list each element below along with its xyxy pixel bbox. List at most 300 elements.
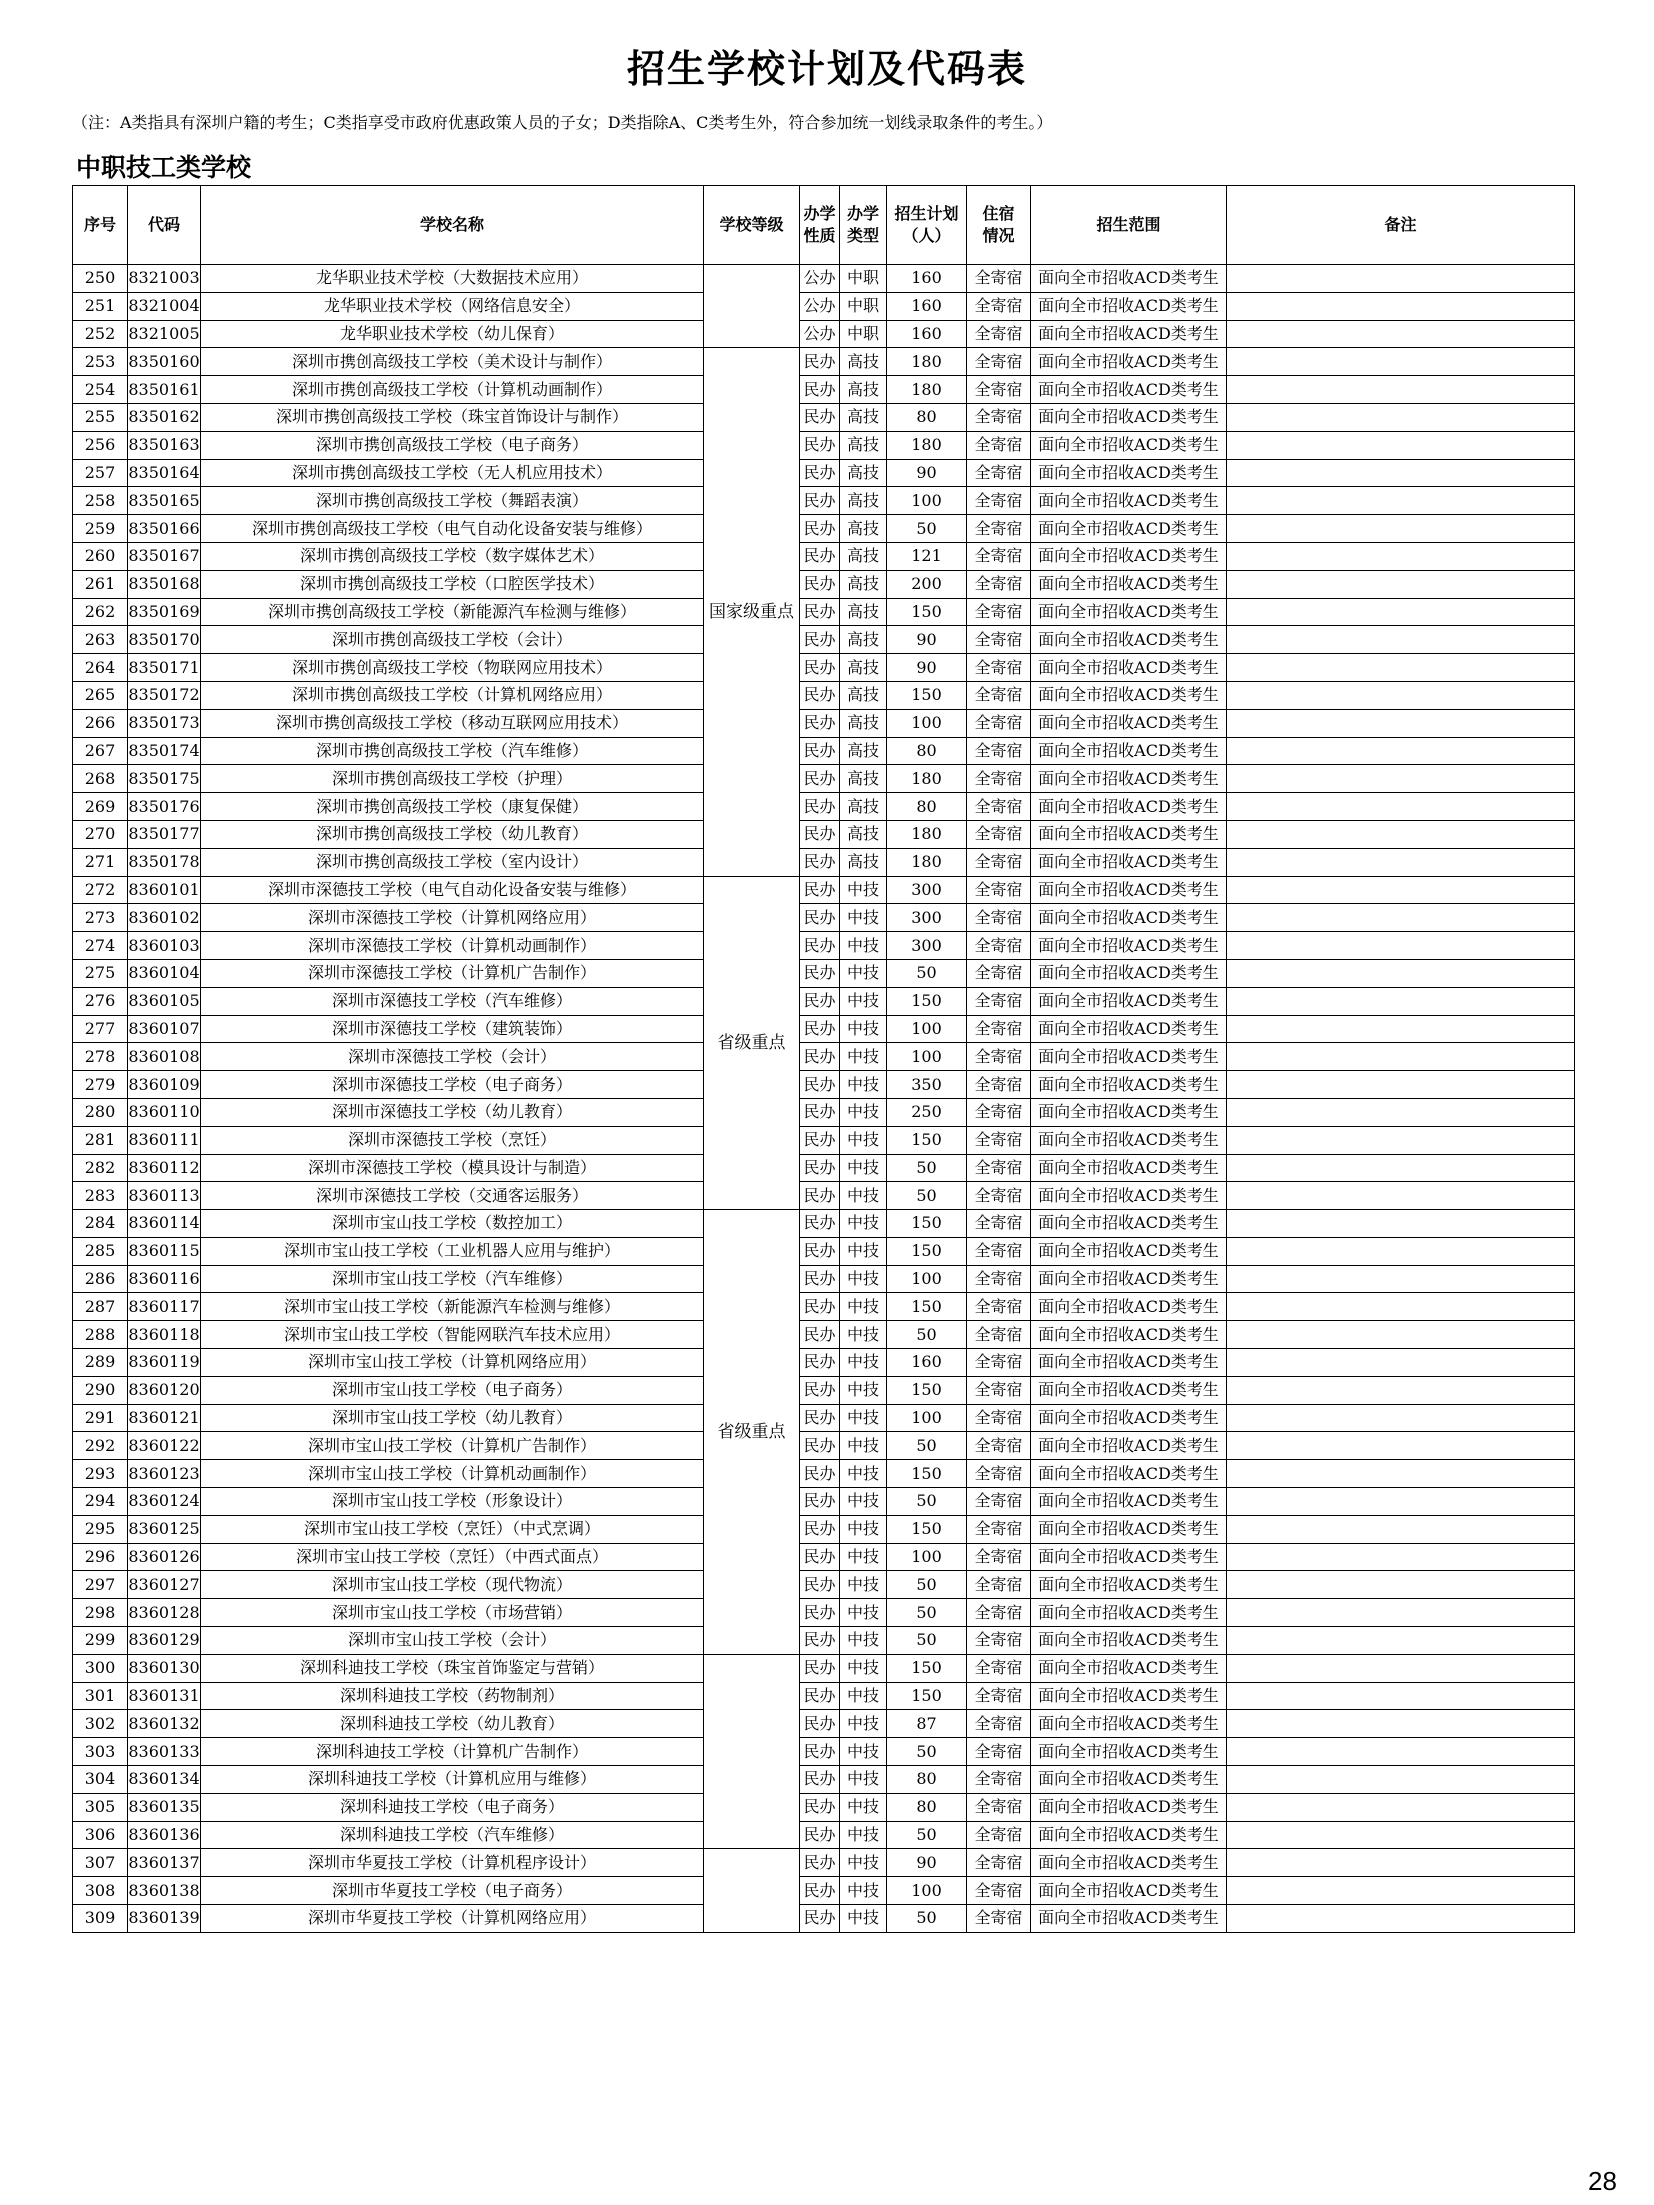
cell-lodging: 全寄宿 bbox=[967, 1182, 1031, 1210]
cell-scope: 面向全市招收ACD类考生 bbox=[1031, 932, 1227, 960]
cell-nature: 民办 bbox=[800, 1321, 840, 1349]
cell-lodging: 全寄宿 bbox=[967, 1821, 1031, 1849]
cell-code: 8360102 bbox=[128, 904, 201, 932]
cell-type: 高技 bbox=[840, 626, 887, 654]
cell-remark bbox=[1227, 1515, 1575, 1543]
cell-nature: 民办 bbox=[800, 1071, 840, 1099]
cell-seq: 272 bbox=[73, 876, 128, 904]
cell-lodging: 全寄宿 bbox=[967, 1432, 1031, 1460]
cell-school-name: 深圳市携创高级技工学校（美术设计与制作） bbox=[201, 348, 704, 376]
cell-nature: 公办 bbox=[800, 292, 840, 320]
cell-remark bbox=[1227, 431, 1575, 459]
cell-type: 中技 bbox=[840, 1126, 887, 1154]
cell-code: 8350173 bbox=[128, 709, 201, 737]
cell-type: 中技 bbox=[840, 1460, 887, 1488]
cell-seq: 266 bbox=[73, 709, 128, 737]
table-row bbox=[73, 542, 1575, 570]
cell-scope: 面向全市招收ACD类考生 bbox=[1031, 1071, 1227, 1099]
cell-seq: 303 bbox=[73, 1738, 128, 1766]
cell-school-name: 深圳市深德技工学校（计算机广告制作） bbox=[201, 959, 704, 987]
cell-school-name: 深圳市携创高级技工学校（康复保健） bbox=[201, 793, 704, 821]
cell-type: 中职 bbox=[840, 265, 887, 293]
cell-nature: 民办 bbox=[800, 1682, 840, 1710]
cell-remark bbox=[1227, 1349, 1575, 1377]
cell-plan: 150 bbox=[887, 1237, 967, 1265]
cell-school-name: 龙华职业技术学校（大数据技术应用） bbox=[201, 265, 704, 293]
cell-nature: 民办 bbox=[800, 376, 840, 404]
cell-code: 8360136 bbox=[128, 1821, 201, 1849]
cell-plan: 50 bbox=[887, 1182, 967, 1210]
cell-type: 中技 bbox=[840, 1015, 887, 1043]
cell-school-name: 深圳市宝山技工学校（电子商务） bbox=[201, 1376, 704, 1404]
cell-plan: 100 bbox=[887, 1404, 967, 1432]
cell-nature: 民办 bbox=[800, 1098, 840, 1126]
cell-nature: 民办 bbox=[800, 959, 840, 987]
cell-school-name: 深圳科迪技工学校（计算机广告制作） bbox=[201, 1738, 704, 1766]
cell-type: 中技 bbox=[840, 1599, 887, 1627]
cell-school-name: 深圳市携创高级技工学校（电气自动化设备安装与维修） bbox=[201, 515, 704, 543]
cell-type: 中技 bbox=[840, 1710, 887, 1738]
cell-remark bbox=[1227, 1599, 1575, 1627]
cell-nature: 民办 bbox=[800, 848, 840, 876]
cell-scope: 面向全市招收ACD类考生 bbox=[1031, 1432, 1227, 1460]
cell-school-name: 深圳市携创高级技工学校（汽车维修） bbox=[201, 737, 704, 765]
header-remark: 备注 bbox=[1227, 186, 1575, 265]
cell-type: 高技 bbox=[840, 487, 887, 515]
cell-remark bbox=[1227, 1210, 1575, 1238]
cell-code: 8360112 bbox=[128, 1154, 201, 1182]
cell-code: 8350160 bbox=[128, 348, 201, 376]
cell-nature: 民办 bbox=[800, 570, 840, 598]
table-row bbox=[73, 932, 1575, 960]
cell-lodging: 全寄宿 bbox=[967, 1682, 1031, 1710]
cell-type: 高技 bbox=[840, 848, 887, 876]
table-row bbox=[73, 1682, 1575, 1710]
cell-school-level: 省级重点 bbox=[704, 1210, 800, 1655]
header-plan-line2: （人） bbox=[902, 226, 951, 245]
cell-lodging: 全寄宿 bbox=[967, 737, 1031, 765]
cell-code: 8360121 bbox=[128, 1404, 201, 1432]
cell-lodging: 全寄宿 bbox=[967, 904, 1031, 932]
cell-school-level bbox=[704, 1654, 800, 1849]
cell-type: 中技 bbox=[840, 1432, 887, 1460]
cell-plan: 150 bbox=[887, 1293, 967, 1321]
header-code: 代码 bbox=[128, 186, 201, 265]
cell-seq: 281 bbox=[73, 1126, 128, 1154]
cell-code: 8350170 bbox=[128, 626, 201, 654]
cell-plan: 180 bbox=[887, 376, 967, 404]
cell-lodging: 全寄宿 bbox=[967, 1265, 1031, 1293]
cell-seq: 253 bbox=[73, 348, 128, 376]
table-row bbox=[73, 1071, 1575, 1099]
cell-school-name: 深圳市深德技工学校（交通客运服务） bbox=[201, 1182, 704, 1210]
cell-remark bbox=[1227, 348, 1575, 376]
cell-plan: 180 bbox=[887, 765, 967, 793]
table-row bbox=[73, 1043, 1575, 1071]
cell-plan: 300 bbox=[887, 904, 967, 932]
table-row bbox=[73, 1515, 1575, 1543]
cell-lodging: 全寄宿 bbox=[967, 959, 1031, 987]
header-type bbox=[840, 186, 887, 265]
cell-seq: 296 bbox=[73, 1543, 128, 1571]
cell-remark bbox=[1227, 987, 1575, 1015]
cell-seq: 307 bbox=[73, 1849, 128, 1877]
table-row bbox=[73, 570, 1575, 598]
table-row bbox=[73, 1126, 1575, 1154]
table-row bbox=[73, 1654, 1575, 1682]
table-row bbox=[73, 1154, 1575, 1182]
cell-scope: 面向全市招收ACD类考生 bbox=[1031, 1738, 1227, 1766]
cell-seq: 262 bbox=[73, 598, 128, 626]
cell-lodging: 全寄宿 bbox=[967, 654, 1031, 682]
header-nature-line2: 性质 bbox=[803, 226, 836, 245]
cell-seq: 265 bbox=[73, 681, 128, 709]
cell-school-name: 深圳市深德技工学校（电子商务） bbox=[201, 1071, 704, 1099]
cell-remark bbox=[1227, 1071, 1575, 1099]
cell-school-name: 深圳市携创高级技工学校（物联网应用技术） bbox=[201, 654, 704, 682]
cell-scope: 面向全市招收ACD类考生 bbox=[1031, 681, 1227, 709]
cell-code: 8360137 bbox=[128, 1849, 201, 1877]
table-row bbox=[73, 1543, 1575, 1571]
cell-seq: 270 bbox=[73, 820, 128, 848]
cell-code: 8321005 bbox=[128, 320, 201, 348]
cell-remark bbox=[1227, 876, 1575, 904]
cell-code: 8321004 bbox=[128, 292, 201, 320]
cell-lodging: 全寄宿 bbox=[967, 1126, 1031, 1154]
table-row bbox=[73, 681, 1575, 709]
cell-type: 高技 bbox=[840, 431, 887, 459]
cell-type: 中技 bbox=[840, 1237, 887, 1265]
table-row bbox=[73, 1766, 1575, 1794]
cell-type: 高技 bbox=[840, 459, 887, 487]
cell-seq: 286 bbox=[73, 1265, 128, 1293]
cell-remark bbox=[1227, 737, 1575, 765]
cell-scope: 面向全市招收ACD类考生 bbox=[1031, 1571, 1227, 1599]
cell-seq: 267 bbox=[73, 737, 128, 765]
cell-type: 中技 bbox=[840, 959, 887, 987]
cell-nature: 民办 bbox=[800, 1237, 840, 1265]
cell-scope: 面向全市招收ACD类考生 bbox=[1031, 820, 1227, 848]
note-text: （注：A类指具有深圳户籍的考生；C类指享受市政府优惠政策人员的子女；D类指除A、C类考生外，符合参加统一划线录取条件的考生。） bbox=[72, 113, 1053, 132]
cell-type: 中技 bbox=[840, 1043, 887, 1071]
cell-remark bbox=[1227, 598, 1575, 626]
cell-nature: 民办 bbox=[800, 1349, 840, 1377]
cell-type: 中技 bbox=[840, 1488, 887, 1516]
header-lodging bbox=[967, 186, 1031, 265]
cell-remark bbox=[1227, 265, 1575, 293]
cell-plan: 160 bbox=[887, 292, 967, 320]
cell-remark bbox=[1227, 1043, 1575, 1071]
cell-plan: 80 bbox=[887, 403, 967, 431]
cell-nature: 民办 bbox=[800, 1849, 840, 1877]
cell-lodging: 全寄宿 bbox=[967, 876, 1031, 904]
table-row bbox=[73, 1738, 1575, 1766]
table-row bbox=[73, 626, 1575, 654]
table-row bbox=[73, 1849, 1575, 1877]
cell-seq: 308 bbox=[73, 1877, 128, 1905]
cell-school-name: 深圳市携创高级技工学校（电子商务） bbox=[201, 431, 704, 459]
cell-lodging: 全寄宿 bbox=[967, 1154, 1031, 1182]
cell-school-name: 深圳市深德技工学校（计算机动画制作） bbox=[201, 932, 704, 960]
cell-type: 中技 bbox=[840, 1877, 887, 1905]
cell-code: 8360123 bbox=[128, 1460, 201, 1488]
header-nature-line1: 办学 bbox=[803, 204, 836, 223]
table-row bbox=[73, 1460, 1575, 1488]
cell-plan: 50 bbox=[887, 1432, 967, 1460]
cell-lodging: 全寄宿 bbox=[967, 820, 1031, 848]
cell-plan: 100 bbox=[887, 1265, 967, 1293]
cell-plan: 50 bbox=[887, 1821, 967, 1849]
cell-lodging: 全寄宿 bbox=[967, 1849, 1031, 1877]
table-row bbox=[73, 1905, 1575, 1933]
page-title: 招生学校计划及代码表 bbox=[626, 47, 1027, 91]
cell-type: 中职 bbox=[840, 320, 887, 348]
cell-plan: 100 bbox=[887, 709, 967, 737]
cell-remark bbox=[1227, 1905, 1575, 1933]
cell-nature: 民办 bbox=[800, 876, 840, 904]
cell-lodging: 全寄宿 bbox=[967, 1738, 1031, 1766]
cell-remark bbox=[1227, 1154, 1575, 1182]
cell-type: 高技 bbox=[840, 403, 887, 431]
cell-code: 8350177 bbox=[128, 820, 201, 848]
cell-lodging: 全寄宿 bbox=[967, 348, 1031, 376]
cell-remark bbox=[1227, 1098, 1575, 1126]
cell-plan: 100 bbox=[887, 1877, 967, 1905]
cell-type: 中技 bbox=[840, 1849, 887, 1877]
table-row bbox=[73, 1376, 1575, 1404]
cell-seq: 299 bbox=[73, 1627, 128, 1655]
cell-type: 高技 bbox=[840, 348, 887, 376]
cell-code: 8321003 bbox=[128, 265, 201, 293]
cell-code: 8360107 bbox=[128, 1015, 201, 1043]
cell-seq: 292 bbox=[73, 1432, 128, 1460]
cell-code: 8360130 bbox=[128, 1654, 201, 1682]
cell-type: 高技 bbox=[840, 793, 887, 821]
cell-school-name: 深圳市宝山技工学校（工业机器人应用与维护） bbox=[201, 1237, 704, 1265]
cell-seq: 283 bbox=[73, 1182, 128, 1210]
cell-code: 8360133 bbox=[128, 1738, 201, 1766]
cell-type: 中技 bbox=[840, 876, 887, 904]
cell-type: 中技 bbox=[840, 1404, 887, 1432]
cell-scope: 面向全市招收ACD类考生 bbox=[1031, 793, 1227, 821]
cell-plan: 180 bbox=[887, 820, 967, 848]
cell-school-name: 深圳市携创高级技工学校（数字媒体艺术） bbox=[201, 542, 704, 570]
cell-school-name: 深圳市携创高级技工学校（新能源汽车检测与维修） bbox=[201, 598, 704, 626]
cell-code: 8360115 bbox=[128, 1237, 201, 1265]
table-row bbox=[73, 1627, 1575, 1655]
enrollment-table bbox=[72, 185, 1575, 1933]
table-row bbox=[73, 515, 1575, 543]
cell-seq: 301 bbox=[73, 1682, 128, 1710]
cell-plan: 90 bbox=[887, 459, 967, 487]
cell-scope: 面向全市招收ACD类考生 bbox=[1031, 1627, 1227, 1655]
cell-lodging: 全寄宿 bbox=[967, 1237, 1031, 1265]
cell-seq: 255 bbox=[73, 403, 128, 431]
cell-seq: 275 bbox=[73, 959, 128, 987]
cell-plan: 90 bbox=[887, 626, 967, 654]
cell-lodging: 全寄宿 bbox=[967, 1321, 1031, 1349]
cell-lodging: 全寄宿 bbox=[967, 1460, 1031, 1488]
header-lodging-line1: 住宿 bbox=[982, 204, 1015, 223]
cell-plan: 121 bbox=[887, 542, 967, 570]
cell-school-name: 深圳市宝山技工学校（烹饪）（中式烹调） bbox=[201, 1515, 704, 1543]
cell-remark bbox=[1227, 654, 1575, 682]
cell-lodging: 全寄宿 bbox=[967, 265, 1031, 293]
cell-code: 8350161 bbox=[128, 376, 201, 404]
table-row bbox=[73, 376, 1575, 404]
cell-plan: 50 bbox=[887, 1599, 967, 1627]
cell-seq: 252 bbox=[73, 320, 128, 348]
cell-code: 8360109 bbox=[128, 1071, 201, 1099]
cell-seq: 276 bbox=[73, 987, 128, 1015]
cell-plan: 80 bbox=[887, 1766, 967, 1794]
cell-seq: 278 bbox=[73, 1043, 128, 1071]
cell-scope: 面向全市招收ACD类考生 bbox=[1031, 515, 1227, 543]
cell-remark bbox=[1227, 403, 1575, 431]
cell-type: 高技 bbox=[840, 515, 887, 543]
table-row bbox=[73, 1098, 1575, 1126]
cell-scope: 面向全市招收ACD类考生 bbox=[1031, 1682, 1227, 1710]
cell-remark bbox=[1227, 1877, 1575, 1905]
cell-lodging: 全寄宿 bbox=[967, 793, 1031, 821]
cell-lodging: 全寄宿 bbox=[967, 1877, 1031, 1905]
cell-school-name: 深圳市宝山技工学校（形象设计） bbox=[201, 1488, 704, 1516]
cell-scope: 面向全市招收ACD类考生 bbox=[1031, 1821, 1227, 1849]
cell-nature: 民办 bbox=[800, 1515, 840, 1543]
cell-code: 8360108 bbox=[128, 1043, 201, 1071]
cell-nature: 民办 bbox=[800, 1210, 840, 1238]
cell-remark bbox=[1227, 1460, 1575, 1488]
cell-nature: 民办 bbox=[800, 487, 840, 515]
cell-code: 8350165 bbox=[128, 487, 201, 515]
cell-remark bbox=[1227, 1182, 1575, 1210]
cell-school-name: 深圳市深德技工学校（会计） bbox=[201, 1043, 704, 1071]
cell-lodging: 全寄宿 bbox=[967, 570, 1031, 598]
cell-type: 中技 bbox=[840, 1376, 887, 1404]
cell-seq: 257 bbox=[73, 459, 128, 487]
cell-school-name: 深圳市宝山技工学校（计算机动画制作） bbox=[201, 1460, 704, 1488]
cell-type: 中技 bbox=[840, 1571, 887, 1599]
table-row bbox=[73, 1877, 1575, 1905]
cell-remark bbox=[1227, 765, 1575, 793]
cell-nature: 民办 bbox=[800, 904, 840, 932]
cell-school-name: 深圳科迪技工学校（药物制剂） bbox=[201, 1682, 704, 1710]
cell-school-name: 深圳市携创高级技工学校（计算机动画制作） bbox=[201, 376, 704, 404]
cell-lodging: 全寄宿 bbox=[967, 1571, 1031, 1599]
cell-remark bbox=[1227, 570, 1575, 598]
cell-plan: 150 bbox=[887, 1682, 967, 1710]
cell-seq: 302 bbox=[73, 1710, 128, 1738]
cell-scope: 面向全市招收ACD类考生 bbox=[1031, 1599, 1227, 1627]
cell-nature: 民办 bbox=[800, 1015, 840, 1043]
cell-scope: 面向全市招收ACD类考生 bbox=[1031, 654, 1227, 682]
cell-seq: 288 bbox=[73, 1321, 128, 1349]
cell-school-name: 深圳市携创高级技工学校（舞蹈表演） bbox=[201, 487, 704, 515]
cell-seq: 290 bbox=[73, 1376, 128, 1404]
cell-scope: 面向全市招收ACD类考生 bbox=[1031, 1710, 1227, 1738]
table-row bbox=[73, 1265, 1575, 1293]
cell-scope: 面向全市招收ACD类考生 bbox=[1031, 904, 1227, 932]
cell-plan: 50 bbox=[887, 515, 967, 543]
table-row bbox=[73, 1793, 1575, 1821]
cell-scope: 面向全市招收ACD类考生 bbox=[1031, 348, 1227, 376]
cell-type: 高技 bbox=[840, 542, 887, 570]
header-type-line1: 办学 bbox=[846, 204, 879, 223]
cell-lodging: 全寄宿 bbox=[967, 403, 1031, 431]
cell-remark bbox=[1227, 376, 1575, 404]
cell-plan: 160 bbox=[887, 1349, 967, 1377]
cell-seq: 285 bbox=[73, 1237, 128, 1265]
cell-type: 中技 bbox=[840, 1793, 887, 1821]
cell-school-name: 深圳科迪技工学校（珠宝首饰鉴定与营销） bbox=[201, 1654, 704, 1682]
cell-nature: 民办 bbox=[800, 765, 840, 793]
cell-code: 8360113 bbox=[128, 1182, 201, 1210]
cell-code: 8350172 bbox=[128, 681, 201, 709]
cell-lodging: 全寄宿 bbox=[967, 1793, 1031, 1821]
cell-plan: 50 bbox=[887, 1571, 967, 1599]
cell-scope: 面向全市招收ACD类考生 bbox=[1031, 1905, 1227, 1933]
cell-plan: 90 bbox=[887, 654, 967, 682]
cell-school-name: 深圳科迪技工学校（电子商务） bbox=[201, 1793, 704, 1821]
table-row bbox=[73, 1821, 1575, 1849]
table-row bbox=[73, 1015, 1575, 1043]
cell-remark bbox=[1227, 626, 1575, 654]
cell-seq: 309 bbox=[73, 1905, 128, 1933]
table-row bbox=[73, 487, 1575, 515]
table-row bbox=[73, 265, 1575, 293]
table-row bbox=[73, 848, 1575, 876]
cell-lodging: 全寄宿 bbox=[967, 1071, 1031, 1099]
cell-code: 8360139 bbox=[128, 1905, 201, 1933]
cell-seq: 298 bbox=[73, 1599, 128, 1627]
cell-code: 8350162 bbox=[128, 403, 201, 431]
cell-lodging: 全寄宿 bbox=[967, 765, 1031, 793]
cell-remark bbox=[1227, 292, 1575, 320]
cell-type: 中技 bbox=[840, 932, 887, 960]
cell-seq: 306 bbox=[73, 1821, 128, 1849]
cell-remark bbox=[1227, 1543, 1575, 1571]
cell-lodging: 全寄宿 bbox=[967, 1627, 1031, 1655]
cell-school-name: 深圳市深德技工学校（建筑装饰） bbox=[201, 1015, 704, 1043]
cell-school-name: 深圳科迪技工学校（汽车维修） bbox=[201, 1821, 704, 1849]
cell-code: 8360127 bbox=[128, 1571, 201, 1599]
cell-lodging: 全寄宿 bbox=[967, 681, 1031, 709]
cell-scope: 面向全市招收ACD类考生 bbox=[1031, 598, 1227, 626]
cell-seq: 287 bbox=[73, 1293, 128, 1321]
cell-code: 8360104 bbox=[128, 959, 201, 987]
cell-code: 8360119 bbox=[128, 1349, 201, 1377]
cell-seq: 297 bbox=[73, 1571, 128, 1599]
cell-remark bbox=[1227, 1488, 1575, 1516]
cell-plan: 50 bbox=[887, 1154, 967, 1182]
cell-school-name: 深圳市携创高级技工学校（珠宝首饰设计与制作） bbox=[201, 403, 704, 431]
cell-type: 中技 bbox=[840, 1543, 887, 1571]
cell-seq: 300 bbox=[73, 1654, 128, 1682]
table-row bbox=[73, 459, 1575, 487]
cell-remark bbox=[1227, 904, 1575, 932]
cell-seq: 277 bbox=[73, 1015, 128, 1043]
cell-scope: 面向全市招收ACD类考生 bbox=[1031, 709, 1227, 737]
cell-plan: 50 bbox=[887, 1905, 967, 1933]
cell-remark bbox=[1227, 1015, 1575, 1043]
cell-type: 高技 bbox=[840, 709, 887, 737]
cell-lodging: 全寄宿 bbox=[967, 459, 1031, 487]
cell-plan: 180 bbox=[887, 348, 967, 376]
cell-lodging: 全寄宿 bbox=[967, 1404, 1031, 1432]
cell-plan: 150 bbox=[887, 1515, 967, 1543]
table-row bbox=[73, 1599, 1575, 1627]
cell-plan: 100 bbox=[887, 1543, 967, 1571]
